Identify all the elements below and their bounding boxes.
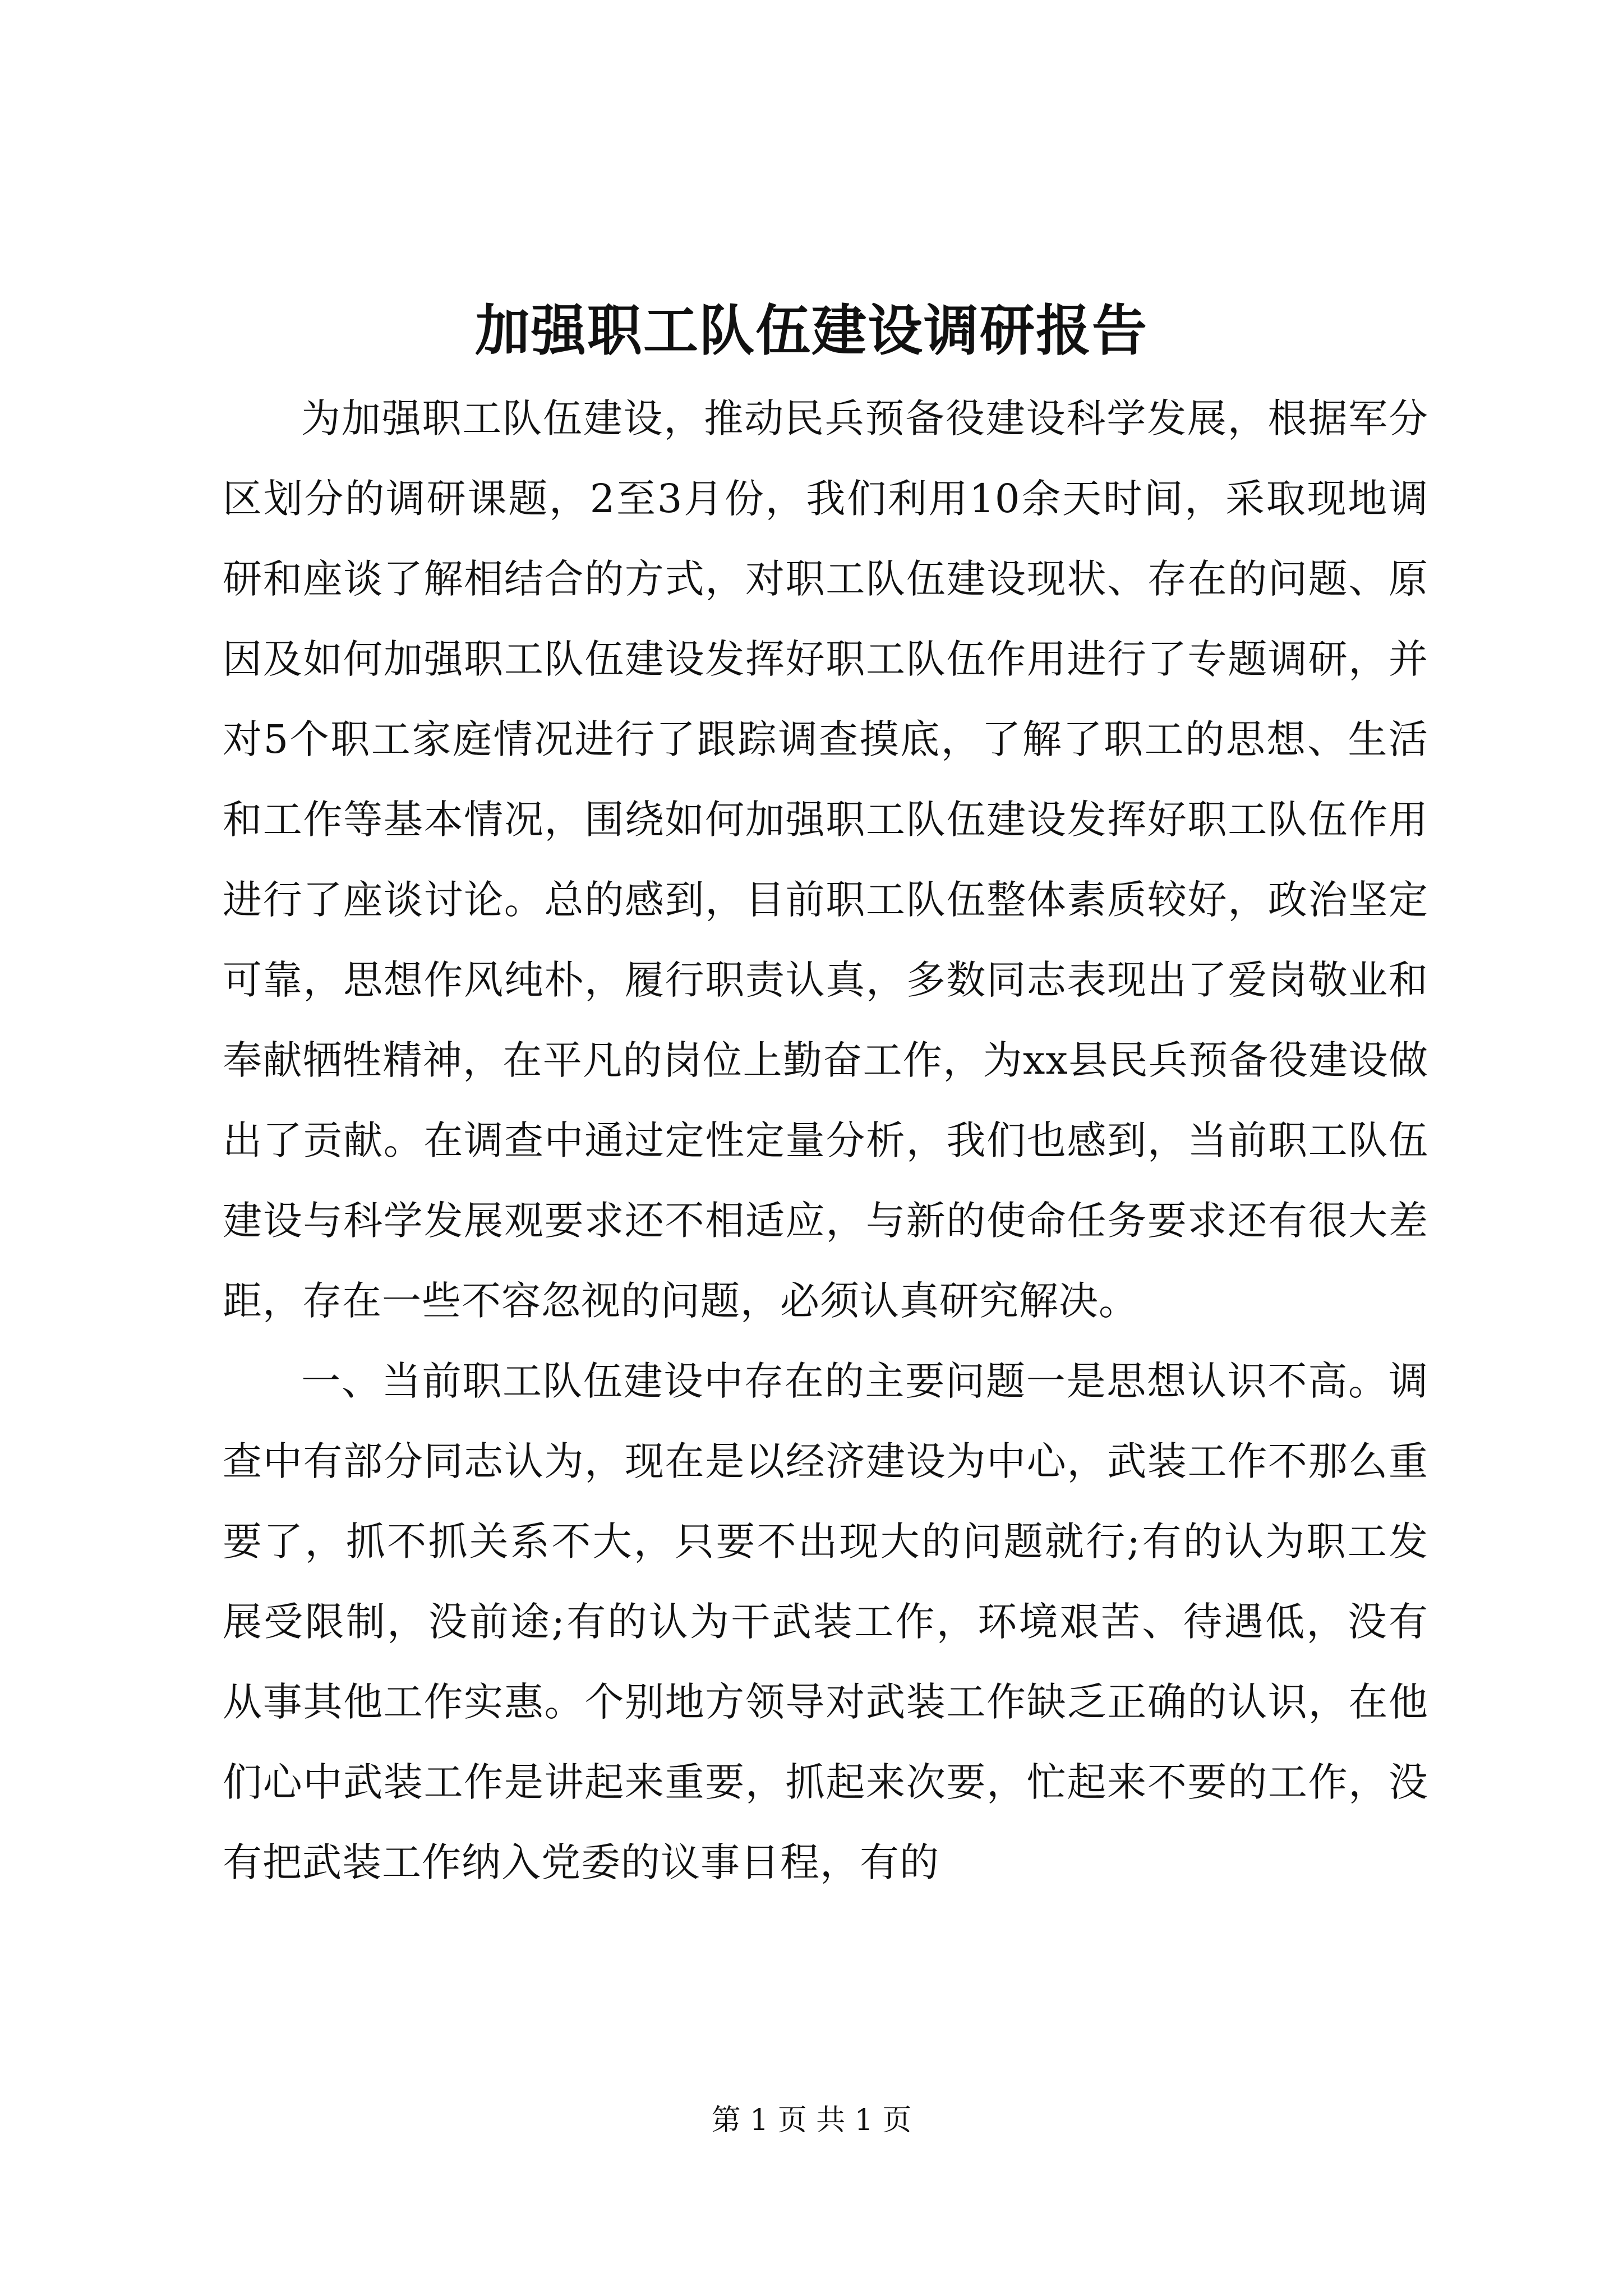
page-number-footer: 第 1 页 共 1 页 — [711, 2104, 912, 2137]
document-title: 加强职工队伍建设调研报告 — [474, 298, 1148, 363]
paragraph-problems: 一、当前职工队伍建设中存在的主要问题一是思想认识不高。调查中有部分同志认为，现在是以经济建设为中心，武装工作不那么重要了，抓不抓关系不大，只要不出现大的问题就行;有的认为职工发展受限制，没前途;有的认为干武装工作，环境艰苦、待遇低，没有从事其他工作实惠。个别地方领导对武装工作缺乏正确的认识，在他们心中武装工作是讲起来重要，抓起来次要，忙起来不要的工作，没有把武装工作纳入党委的议事日程，有的 — [223, 1358, 1428, 1885]
document-body — [223, 379, 1428, 1903]
paragraph-intro: 为加强职工队伍建设，推动民兵预备役建设科学发展，根据军分区划分的调研课题，2至3月份，我们利用10余天时间，采取现地调研和座谈了解相结合的方式，对职工队伍建设现状、存在的问题、原因及如何加强职工队伍建设发挥好职工队伍作用进行了专题调研，并对5个职工家庭情况进行了跟踪调查摸底，了解了职工的思想、生活和工作等基本情况，围绕如何加强职工队伍建设发挥好职工队伍作用进行了座谈讨论。总的感到，目前职工队伍整体素质较好，政治坚定可靠，思想作风纯朴，履行职责认真，多数同志表现出了爱岗敬业和奉献牺牲精神，在平凡的岗位上勤奋工作，为xx县民兵预备役建设做出了贡献。在调查中通过定性定量分析，我们也感到，当前职工队伍建设与科学发展观要求还不相适应，与新的使命任务要求还有很大差距，存在一些不容忽视的问题，必须认真研究解决。 — [223, 395, 1428, 1324]
